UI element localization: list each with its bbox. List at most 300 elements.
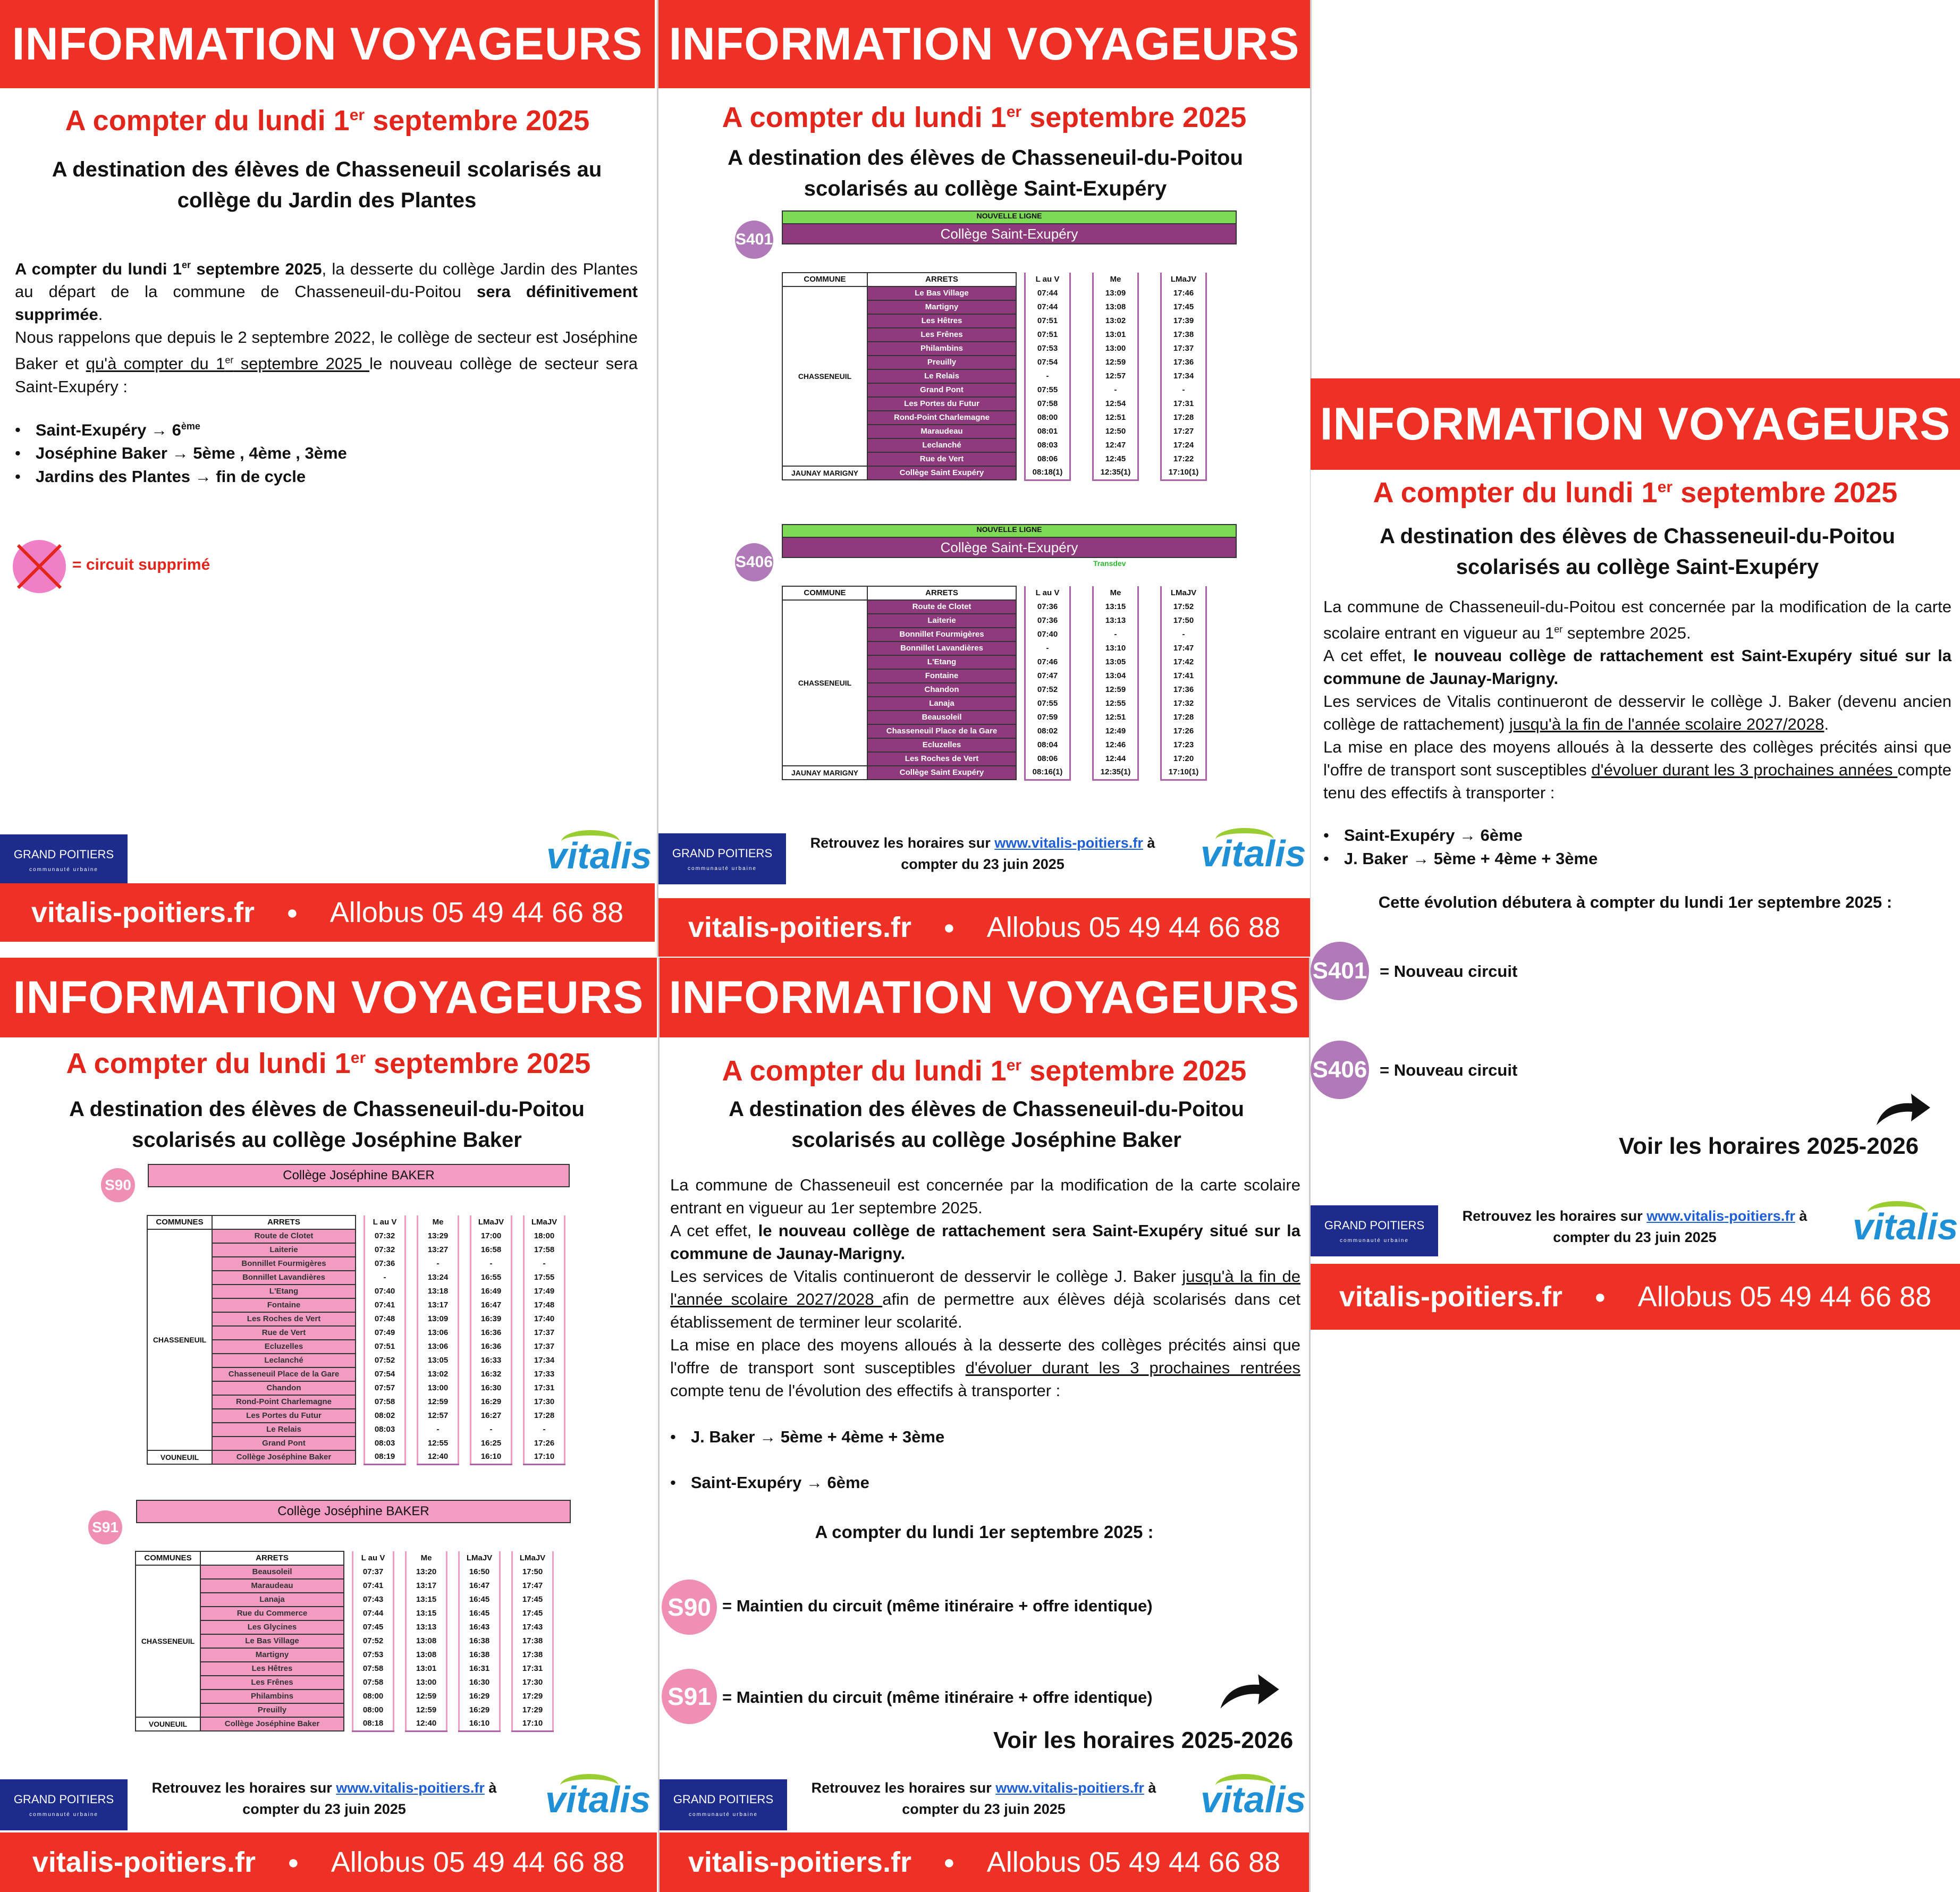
- list-item: • Joséphine Baker → 5ème , 4ème , 3ème: [15, 442, 347, 465]
- gap-cell: [405, 1450, 418, 1464]
- gap-cell: [512, 1395, 524, 1409]
- commune-cell: JAUNAY MARIGNY: [782, 766, 867, 780]
- table-row: [136, 1565, 553, 1579]
- gap-cell: [447, 1717, 459, 1731]
- gap-cell: [405, 1298, 418, 1312]
- vitalis-logo: vitalis: [546, 834, 652, 877]
- time-cell: 17:45: [512, 1607, 553, 1620]
- footer-site-link[interactable]: vitalis-poitiers.fr: [32, 1846, 256, 1878]
- allobus-phone: Allobus 05 49 44 66 88: [330, 897, 624, 928]
- gap-cell: [1070, 738, 1093, 752]
- gap-cell: [405, 1409, 418, 1423]
- header-banner: INFORMATION VOYAGEURS: [0, 958, 657, 1037]
- timetable-s90: COMMUNES ARRETS L au V Me LMaJV LMaJV CHASSENEUIL Route de Clotet 07:32 13:29 17:00 18:00 Laiterie 07:32 13:27 16:58 17:58 Bonnillet Fourmigères 07:36 - - - Bonnillet Lavandières - 13:24 16:55 17:55 L'Etang 07:40 13:18 16:49 17:49 Fontaine 07:41 13:17 16:47 17:48 Les Roches de Vert 07:48 13:09 16:39 17:40 Rue de Vert 07:49 13:06 16:36 17:37 Ecluzelles 07:51 13:06 16:36 17:37 Leclanché 07:52 13:05 16:33 17:34 Chasseneuil Place de la Gare 07:54 13:02 16:32 17:33 Chandon 07:57 13:00 16:30 17:31 Rond-Point Charlemagne 07:58 12:59 16:29 17:30 Les Portes du Futur 08:02 12:57 16:27 17:28 Le Relais 08:03 - - - Grand Pont 08:03 12:55 16:25 17:26 VOUNEUIL Collège Joséphine Baker 08:19 12:40 16:10 17:10: [147, 1215, 565, 1465]
- gap-cell: [1138, 383, 1161, 397]
- gap-cell: [447, 1565, 459, 1579]
- time-cell: 17:50: [512, 1565, 553, 1579]
- stop-name-cell: Chasseneuil Place de la Gare: [212, 1367, 356, 1381]
- time-cell: 17:38: [512, 1648, 553, 1662]
- gap-cell: [1016, 738, 1025, 752]
- legend-s401: = Nouveau circuit: [1380, 962, 1518, 981]
- gap-cell: [356, 1354, 365, 1367]
- time-cell: 13:10: [1093, 641, 1138, 655]
- gap-cell: [394, 1620, 406, 1634]
- gap-cell: [1138, 328, 1161, 342]
- gap-cell: [356, 1367, 365, 1381]
- stop-name-cell: Philambins: [867, 342, 1016, 356]
- sector-list: [670, 1425, 944, 1449]
- sector-list: [1323, 824, 1598, 871]
- footer-site-link[interactable]: vitalis-poitiers.fr: [688, 911, 911, 943]
- time-cell: 12:57: [418, 1409, 459, 1423]
- stop-name-cell: Les Portes du Futur: [212, 1409, 356, 1423]
- gap-cell: [1070, 356, 1093, 369]
- footer-site-link[interactable]: vitalis-poitiers.fr: [688, 1846, 911, 1878]
- time-cell: 07:53: [353, 1648, 394, 1662]
- vitalis-logo: vitalis: [1853, 1205, 1958, 1248]
- transdev-label: Transdev: [1093, 559, 1126, 568]
- panel-jardin-des-plantes: [0, 0, 655, 957]
- time-cell: 12:44: [1093, 752, 1138, 766]
- time-cell: 12:51: [1093, 411, 1138, 425]
- gap-cell: [459, 1354, 471, 1367]
- time-cell: 16:49: [471, 1285, 512, 1298]
- time-cell: 17:52: [1161, 600, 1206, 614]
- grand-poitiers-logo: GRAND POITIERS communauté urbaine: [1311, 1205, 1438, 1256]
- time-cell: 12:40: [418, 1450, 459, 1464]
- stop-name-cell: Collège Saint Exupéry: [867, 766, 1016, 780]
- gap-cell: [512, 1423, 524, 1437]
- vitalis-link[interactable]: www.vitalis-poitiers.fr: [995, 1780, 1144, 1796]
- stop-name-cell: Rue de Vert: [212, 1326, 356, 1340]
- stop-name-cell: Beausoleil: [867, 711, 1016, 724]
- time-cell: 17:50: [1161, 614, 1206, 628]
- gap-cell: [1016, 669, 1025, 683]
- gap-cell: [1070, 641, 1093, 655]
- time-cell: 07:58: [353, 1676, 394, 1690]
- time-cell: 08:18: [353, 1717, 394, 1731]
- gap-cell: [1016, 438, 1025, 452]
- time-cell: -: [1025, 369, 1070, 383]
- time-cell: 17:37: [1161, 342, 1206, 356]
- stop-name-cell: Rond-Point Charlemagne: [867, 411, 1016, 425]
- gap-cell: [356, 1326, 365, 1340]
- gap-cell: [1070, 342, 1093, 356]
- gap-cell: [500, 1662, 512, 1676]
- gap-cell: [356, 1340, 365, 1354]
- see-timetables-link[interactable]: Voir les horaires 2025-2026: [1619, 1133, 1919, 1159]
- time-cell: 17:42: [1161, 655, 1206, 669]
- time-cell: 08:03: [365, 1437, 405, 1450]
- destination-title: A destination des élèves de Chasseneuil-du-Poitou scolarisés au collège Saint-Exupéry: [1380, 525, 1895, 579]
- allobus-phone: Allobus 05 49 44 66 88: [986, 1846, 1281, 1878]
- vitalis-link[interactable]: www.vitalis-poitiers.fr: [994, 835, 1143, 851]
- gap-cell: [459, 1409, 471, 1423]
- info-paragraph: La commune de Chasseneuil-du-Poitou est concernée par la modification de la carte scolaire entrant en vigueur au 1er septembre 2025. A cet effet, le nouveau collège de rattachement est Saint-Exupéry situé sur la commune de Jaunay-Marigny. Les services de Vitalis continueront de desservir le collège J. Baker (devenu ancien collège de rattachement) jusqu'à la fin de l'année scolaire 2027/2028. La mise en place des moyens alloués à la desserte des collèges précités ainsi que l'offre de transport sont susceptibles d'évoluer durant les 3 prochaines années compte tenu des effectifs à transporter :: [1323, 597, 1952, 803]
- from-date-note: A compter du lundi 1er septembre 2025 :: [815, 1522, 1154, 1542]
- gap-cell: [447, 1703, 459, 1717]
- time-cell: 17:26: [1161, 724, 1206, 738]
- time-cell: 07:41: [353, 1579, 394, 1593]
- time-cell: 17:47: [512, 1579, 553, 1593]
- gap-cell: [1070, 669, 1093, 683]
- commune-cell: VOUNEUIL: [136, 1717, 200, 1731]
- time-cell: 17:31: [1161, 397, 1206, 411]
- gap-cell: [1016, 683, 1025, 697]
- gap-cell: [459, 1395, 471, 1409]
- gap-cell: [512, 1326, 524, 1340]
- vitalis-logo: vitalis: [545, 1778, 650, 1821]
- grand-poitiers-logo: GRAND POITIERS communauté urbaine: [0, 834, 128, 885]
- gap-cell: [500, 1690, 512, 1703]
- header-banner: INFORMATION VOYAGEURS: [1311, 378, 1960, 470]
- time-cell: 07:37: [353, 1565, 394, 1579]
- time-cell: -: [1093, 383, 1138, 397]
- time-cell: -: [1161, 628, 1206, 641]
- gap-cell: [447, 1634, 459, 1648]
- time-cell: 16:38: [459, 1634, 500, 1648]
- time-cell: 07:51: [365, 1340, 405, 1354]
- time-cell: 16:36: [471, 1340, 512, 1354]
- time-cell: -: [471, 1423, 512, 1437]
- stop-name-cell: Leclanché: [867, 438, 1016, 452]
- time-cell: 17:28: [1161, 711, 1206, 724]
- new-line-banner: NOUVELLE LIGNE: [782, 524, 1237, 538]
- time-cell: 13:17: [418, 1298, 459, 1312]
- gap-cell: [1070, 724, 1093, 738]
- list-item: • Jardins des Plantes → fin de cycle: [15, 465, 347, 488]
- gap-cell: [1138, 466, 1161, 480]
- time-cell: -: [471, 1257, 512, 1271]
- gap-cell: [1138, 411, 1161, 425]
- header-banner: INFORMATION VOYAGEURS: [0, 0, 655, 88]
- gap-cell: [344, 1565, 353, 1579]
- time-cell: 13:08: [406, 1634, 447, 1648]
- footer-bar: vitalis-poitiers.fr ● Allobus 05 49 44 66 88: [658, 898, 1310, 957]
- gap-cell: [1070, 600, 1093, 614]
- gap-cell: [1016, 628, 1025, 641]
- college-banner: Collège Joséphine BAKER: [136, 1500, 571, 1523]
- gap-cell: [512, 1409, 524, 1423]
- time-cell: 17:22: [1161, 452, 1206, 466]
- table-row: [782, 600, 1206, 614]
- gap-cell: [394, 1648, 406, 1662]
- gap-cell: [1138, 724, 1161, 738]
- time-cell: 17:34: [524, 1354, 565, 1367]
- stop-name-cell: Les Hêtres: [200, 1662, 344, 1676]
- time-cell: 07:49: [365, 1326, 405, 1340]
- vitalis-link[interactable]: www.vitalis-poitiers.fr: [1646, 1208, 1795, 1224]
- stop-name-cell: L'Etang: [212, 1285, 356, 1298]
- time-cell: 16:55: [471, 1271, 512, 1285]
- gap-cell: [1070, 766, 1093, 780]
- time-cell: 17:31: [524, 1381, 565, 1395]
- time-cell: 08:16(1): [1025, 766, 1070, 780]
- info-paragraph: A compter du lundi 1er septembre 2025, la desserte du collège Jardin des Plantes au départ de la commune de Chasseneuil-du-Poitou sera définitivement supprimée. Nous rappelons que depuis le 2 septembre 2022, le collège de secteur est Joséphine Baker et qu'à compter du 1er septembre 2025 le nouveau collège de secteur sera Saint-Exupéry :: [15, 259, 638, 396]
- table-row: [136, 1717, 553, 1731]
- time-cell: 17:34: [1161, 369, 1206, 383]
- footer-site-link[interactable]: vitalis-poitiers.fr: [31, 897, 255, 928]
- vitalis-link[interactable]: www.vitalis-poitiers.fr: [336, 1780, 485, 1796]
- time-cell: 17:45: [1161, 300, 1206, 314]
- gap-cell: [500, 1565, 512, 1579]
- time-cell: 13:08: [406, 1648, 447, 1662]
- gap-cell: [405, 1354, 418, 1367]
- gap-cell: [1070, 628, 1093, 641]
- gap-cell: [1016, 711, 1025, 724]
- destination-title: A destination des élèves de Chasseneuil-du-Poitou scolarisés au collège Joséphine Baker: [729, 1097, 1244, 1152]
- time-cell: -: [418, 1257, 459, 1271]
- commune-cell: CHASSENEUIL: [147, 1229, 212, 1450]
- time-cell: 07:57: [365, 1381, 405, 1395]
- panel-saint-exupery-info: [1311, 378, 1960, 1330]
- time-cell: 07:43: [353, 1593, 394, 1607]
- time-cell: 17:30: [512, 1676, 553, 1690]
- time-cell: -: [418, 1423, 459, 1437]
- time-cell: 17:38: [512, 1634, 553, 1648]
- time-cell: 07:36: [1025, 600, 1070, 614]
- time-cell: 07:44: [1025, 300, 1070, 314]
- stop-name-cell: Collège Joséphine Baker: [200, 1717, 344, 1731]
- time-cell: -: [1161, 383, 1206, 397]
- stop-name-cell: Preuilly: [867, 356, 1016, 369]
- time-cell: 12:47: [1093, 438, 1138, 452]
- gap-cell: [447, 1620, 459, 1634]
- gap-cell: [356, 1312, 365, 1326]
- grand-poitiers-logo: GRAND POITIERS communauté urbaine: [658, 833, 786, 884]
- time-cell: 12:59: [406, 1690, 447, 1703]
- time-cell: 08:00: [1025, 411, 1070, 425]
- gap-cell: [356, 1409, 365, 1423]
- stop-name-cell: Philambins: [200, 1690, 344, 1703]
- date-title: A compter du lundi 1er septembre 2025: [722, 102, 1247, 133]
- time-cell: 17:26: [524, 1437, 565, 1450]
- s406-badge: S406: [1311, 1041, 1369, 1099]
- gap-cell: [512, 1243, 524, 1257]
- gap-cell: [447, 1690, 459, 1703]
- gap-cell: [356, 1285, 365, 1298]
- table-row: [147, 1229, 565, 1243]
- time-cell: 07:45: [353, 1620, 394, 1634]
- panel-baker-info: [658, 958, 1311, 1892]
- gap-cell: [459, 1381, 471, 1395]
- gap-cell: [459, 1298, 471, 1312]
- time-cell: 17:58: [524, 1243, 565, 1257]
- commune-cell: CHASSENEUIL: [782, 600, 867, 766]
- gap-cell: [459, 1326, 471, 1340]
- gap-cell: [1016, 411, 1025, 425]
- stop-name-cell: Beausoleil: [200, 1565, 344, 1579]
- time-cell: 12:35(1): [1093, 466, 1138, 480]
- gap-cell: [1138, 614, 1161, 628]
- time-cell: 17:46: [1161, 286, 1206, 300]
- time-cell: 12:59: [1093, 683, 1138, 697]
- gap-cell: [512, 1285, 524, 1298]
- time-cell: 16:10: [459, 1717, 500, 1731]
- time-cell: 17:37: [524, 1340, 565, 1354]
- time-cell: 17:29: [512, 1703, 553, 1717]
- stop-name-cell: Les Roches de Vert: [867, 752, 1016, 766]
- time-cell: 17:55: [524, 1271, 565, 1285]
- see-timetables-link[interactable]: Voir les horaires 2025-2026: [993, 1727, 1294, 1753]
- gap-cell: [344, 1579, 353, 1593]
- gap-cell: [1070, 411, 1093, 425]
- gap-cell: [394, 1717, 406, 1731]
- gap-cell: [1138, 711, 1161, 724]
- time-cell: 13:27: [418, 1243, 459, 1257]
- stop-name-cell: Les Frênes: [200, 1676, 344, 1690]
- time-cell: 17:32: [1161, 697, 1206, 711]
- time-cell: 07:47: [1025, 669, 1070, 683]
- time-cell: 07:41: [365, 1298, 405, 1312]
- gap-cell: [1070, 314, 1093, 328]
- time-cell: 08:06: [1025, 752, 1070, 766]
- stop-name-cell: Les Portes du Futur: [867, 397, 1016, 411]
- time-cell: 16:58: [471, 1243, 512, 1257]
- gap-cell: [500, 1703, 512, 1717]
- time-cell: 07:51: [1025, 314, 1070, 328]
- removed-legend: = circuit supprimé: [72, 556, 210, 573]
- time-cell: 13:15: [406, 1593, 447, 1607]
- gap-cell: [500, 1579, 512, 1593]
- s90-badge: S90: [101, 1168, 135, 1202]
- legend-s91: = Maintien du circuit (même itinéraire + offre identique): [722, 1688, 1153, 1707]
- footer-bar: vitalis-poitiers.fr ● Allobus 05 49 44 66 88: [0, 1832, 657, 1892]
- time-cell: 16:10: [471, 1450, 512, 1464]
- gap-cell: [459, 1437, 471, 1450]
- gap-cell: [356, 1437, 365, 1450]
- legend-s406: = Nouveau circuit: [1380, 1061, 1518, 1079]
- time-cell: 12:54: [1093, 397, 1138, 411]
- time-cell: 16:27: [471, 1409, 512, 1423]
- gap-cell: [405, 1340, 418, 1354]
- time-cell: -: [524, 1423, 565, 1437]
- gap-cell: [1138, 752, 1161, 766]
- time-cell: 13:06: [418, 1340, 459, 1354]
- time-cell: 08:01: [1025, 425, 1070, 438]
- gap-cell: [1016, 300, 1025, 314]
- gap-cell: [1070, 752, 1093, 766]
- gap-cell: [512, 1229, 524, 1243]
- time-cell: 16:36: [471, 1326, 512, 1340]
- gap-cell: [512, 1354, 524, 1367]
- gap-cell: [356, 1395, 365, 1409]
- time-cell: 07:44: [1025, 286, 1070, 300]
- time-cell: 12:57: [1093, 369, 1138, 383]
- gap-cell: [459, 1257, 471, 1271]
- time-cell: 08:06: [1025, 452, 1070, 466]
- gap-cell: [1070, 683, 1093, 697]
- gap-cell: [459, 1229, 471, 1243]
- time-cell: 17:00: [471, 1229, 512, 1243]
- time-cell: 13:08: [1093, 300, 1138, 314]
- gap-cell: [356, 1257, 365, 1271]
- gap-cell: [405, 1423, 418, 1437]
- vitalis-logo: vitalis: [1201, 832, 1306, 875]
- time-cell: 07:53: [1025, 342, 1070, 356]
- time-cell: 17:29: [512, 1690, 553, 1703]
- time-cell: 17:30: [524, 1395, 565, 1409]
- gap-cell: [1016, 614, 1025, 628]
- stop-name-cell: Grand Pont: [212, 1437, 356, 1450]
- time-cell: 07:44: [353, 1607, 394, 1620]
- time-cell: 08:02: [1025, 724, 1070, 738]
- gap-cell: [1016, 342, 1025, 356]
- gap-cell: [405, 1367, 418, 1381]
- college-banner: Collège Saint-Exupéry: [782, 223, 1237, 244]
- time-cell: 17:48: [524, 1298, 565, 1312]
- gap-cell: [1070, 397, 1093, 411]
- sector-list: [15, 415, 347, 488]
- gap-cell: [512, 1367, 524, 1381]
- footer-site-link[interactable]: vitalis-poitiers.fr: [1339, 1281, 1562, 1313]
- legend-s90: = Maintien du circuit (même itinéraire + offre identique): [722, 1597, 1153, 1615]
- gap-cell: [1016, 766, 1025, 780]
- table-row: [147, 1450, 565, 1464]
- allobus-phone: Allobus 05 49 44 66 88: [986, 911, 1281, 943]
- stop-name-cell: Les Hêtres: [867, 314, 1016, 328]
- gap-cell: [1070, 614, 1093, 628]
- time-cell: 16:43: [459, 1620, 500, 1634]
- time-cell: 07:46: [1025, 655, 1070, 669]
- gap-cell: [344, 1703, 353, 1717]
- stop-name-cell: Laiterie: [867, 614, 1016, 628]
- gap-cell: [512, 1312, 524, 1326]
- college-banner: Collège Joséphine BAKER: [148, 1164, 570, 1187]
- time-cell: 12:35(1): [1093, 766, 1138, 780]
- gap-cell: [1016, 752, 1025, 766]
- gap-cell: [459, 1271, 471, 1285]
- stop-name-cell: Collège Saint Exupéry: [867, 466, 1016, 480]
- stop-name-cell: Les Roches de Vert: [212, 1312, 356, 1326]
- gap-cell: [344, 1717, 353, 1731]
- footer-bar: vitalis-poitiers.fr ● Allobus 05 49 44 66 88: [0, 883, 655, 942]
- gap-cell: [1138, 369, 1161, 383]
- time-cell: 16:30: [471, 1381, 512, 1395]
- time-cell: 13:01: [406, 1662, 447, 1676]
- time-cell: 13:01: [1093, 328, 1138, 342]
- gap-cell: [1138, 628, 1161, 641]
- gap-cell: [459, 1340, 471, 1354]
- gap-cell: [447, 1607, 459, 1620]
- stop-name-cell: Martigny: [867, 300, 1016, 314]
- s406-badge: S406: [735, 543, 773, 581]
- gap-cell: [512, 1298, 524, 1312]
- time-cell: 17:45: [512, 1593, 553, 1607]
- time-cell: 08:18(1): [1025, 466, 1070, 480]
- table-row: [782, 766, 1206, 780]
- commune-cell: VOUNEUIL: [147, 1450, 212, 1464]
- gap-cell: [344, 1648, 353, 1662]
- time-cell: 16:50: [459, 1565, 500, 1579]
- gap-cell: [356, 1243, 365, 1257]
- time-cell: 13:17: [406, 1579, 447, 1593]
- arrow-right-icon: [1218, 1670, 1281, 1715]
- time-cell: -: [1093, 628, 1138, 641]
- stop-name-cell: Rue de Vert: [867, 452, 1016, 466]
- time-cell: 12:55: [1093, 697, 1138, 711]
- stop-name-cell: Le Relais: [867, 369, 1016, 383]
- time-cell: 18:00: [524, 1229, 565, 1243]
- grand-poitiers-logo: GRAND POITIERS communauté urbaine: [0, 1779, 128, 1830]
- gap-cell: [394, 1703, 406, 1717]
- time-cell: 07:52: [353, 1634, 394, 1648]
- time-cell: 07:52: [365, 1354, 405, 1367]
- timetable-s401: COMMUNE ARRETS L au V Me LMaJV CHASSENEUIL Le Bas Village 07:44 13:09 17:46 Martigny 07:44 13:08 17:45 Les Hêtres 07:51 13:02 17:39 Les Frênes 07:51 13:01 17:38 Philambins 07:53 13:00 17:37 Preuilly 07:54 12:59 17:36 Le Relais - 12:57 17:34 Grand Pont 07:55 - - Les Portes du Futur 07:58 12:54 17:31 Rond-Point Charlemagne 08:00 12:51 17:28 Maraudeau 08:01 12:50 17:27 Leclanché 08:03 12:47 17:24 Rue de Vert 08:06 12:45 17:22 JAUNAY MARIGNY Collège Saint Exupéry 08:18(1) 12:35(1) 17:10(1): [782, 272, 1207, 481]
- stop-name-cell: Maraudeau: [867, 425, 1016, 438]
- time-cell: 17:40: [524, 1312, 565, 1326]
- s91-badge: S91: [662, 1669, 717, 1724]
